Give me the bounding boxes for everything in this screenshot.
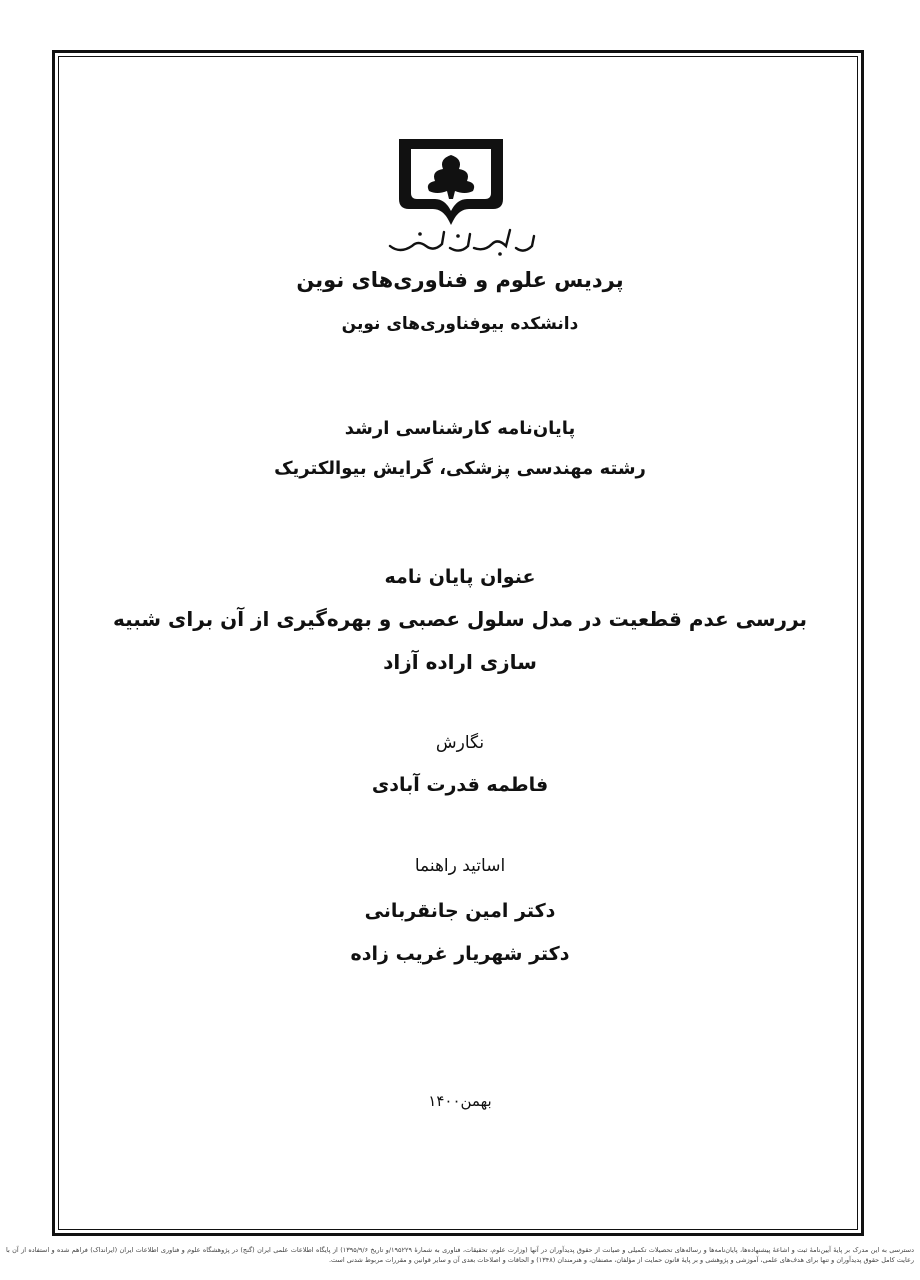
access-notice: دسترسی به این مدرک بر پایهٔ آیین‌نامهٔ ثبت و اشاعهٔ پیشنهاده‌ها، پایان‌نامه‌ها و رساله‌های تحصیلات تکمیلی و صیانت از حقوق پدیدآوران در آنها (وزارت علوم، تحقیقات، فناوری به شمارهٔ ۱۹۵۲۲۹/و تاریخ ۱۳۹۵/۹/۶) از پایگاه اطلاعات علمی ایران (گنج) در پژوهشگاه علوم و فناوری اطلاعات ایران (ایرانداک) فراهم شده و استفاده از آن با رعایت کامل حقوق پدیدآوران و تنها برای هدف‌های علمی، آموزشی و پژوهشی و بر پایهٔ قانون حمایت از مؤلفان، مصنفان، و هنرمندان (۱۳۴۸) و الحاقات و اصلاحات بعدی آن و سایر قوانین و مقررات مربوط شدنی است. [6,1246,914,1264]
advisor-name: دکتر امین جانقربانی [364,900,556,922]
university-name-calligraphy [360,224,560,258]
thesis-title-label: عنوان پایان نامه [384,566,536,588]
thesis-date: بهمن۱۴۰۰ [428,1092,492,1110]
advisor-name: دکتر شهریار غریب زاده [350,943,570,965]
faculty-name: دانشکده بیوفناوری‌های نوین [341,314,579,334]
degree-type: پایان‌نامه کارشناسی ارشد [344,418,576,439]
campus-name: پردیس علوم و فناوری‌های نوین [296,268,624,292]
thesis-title-line-2: سازی اراده آزاد [383,650,537,674]
author-name: فاطمه قدرت آبادی [371,774,549,796]
field-of-study: رشته مهندسی پزشکی، گرایش بیوالکتریک [274,458,646,479]
thesis-title-line-1: بررسی عدم قطعیت در مدل سلول عصبی و بهره‌گیری از آن برای شبیه [112,607,808,631]
university-emblem-icon [397,137,505,225]
advisors-label: اساتید راهنما [414,856,506,876]
author-label: نگارش [435,733,485,753]
